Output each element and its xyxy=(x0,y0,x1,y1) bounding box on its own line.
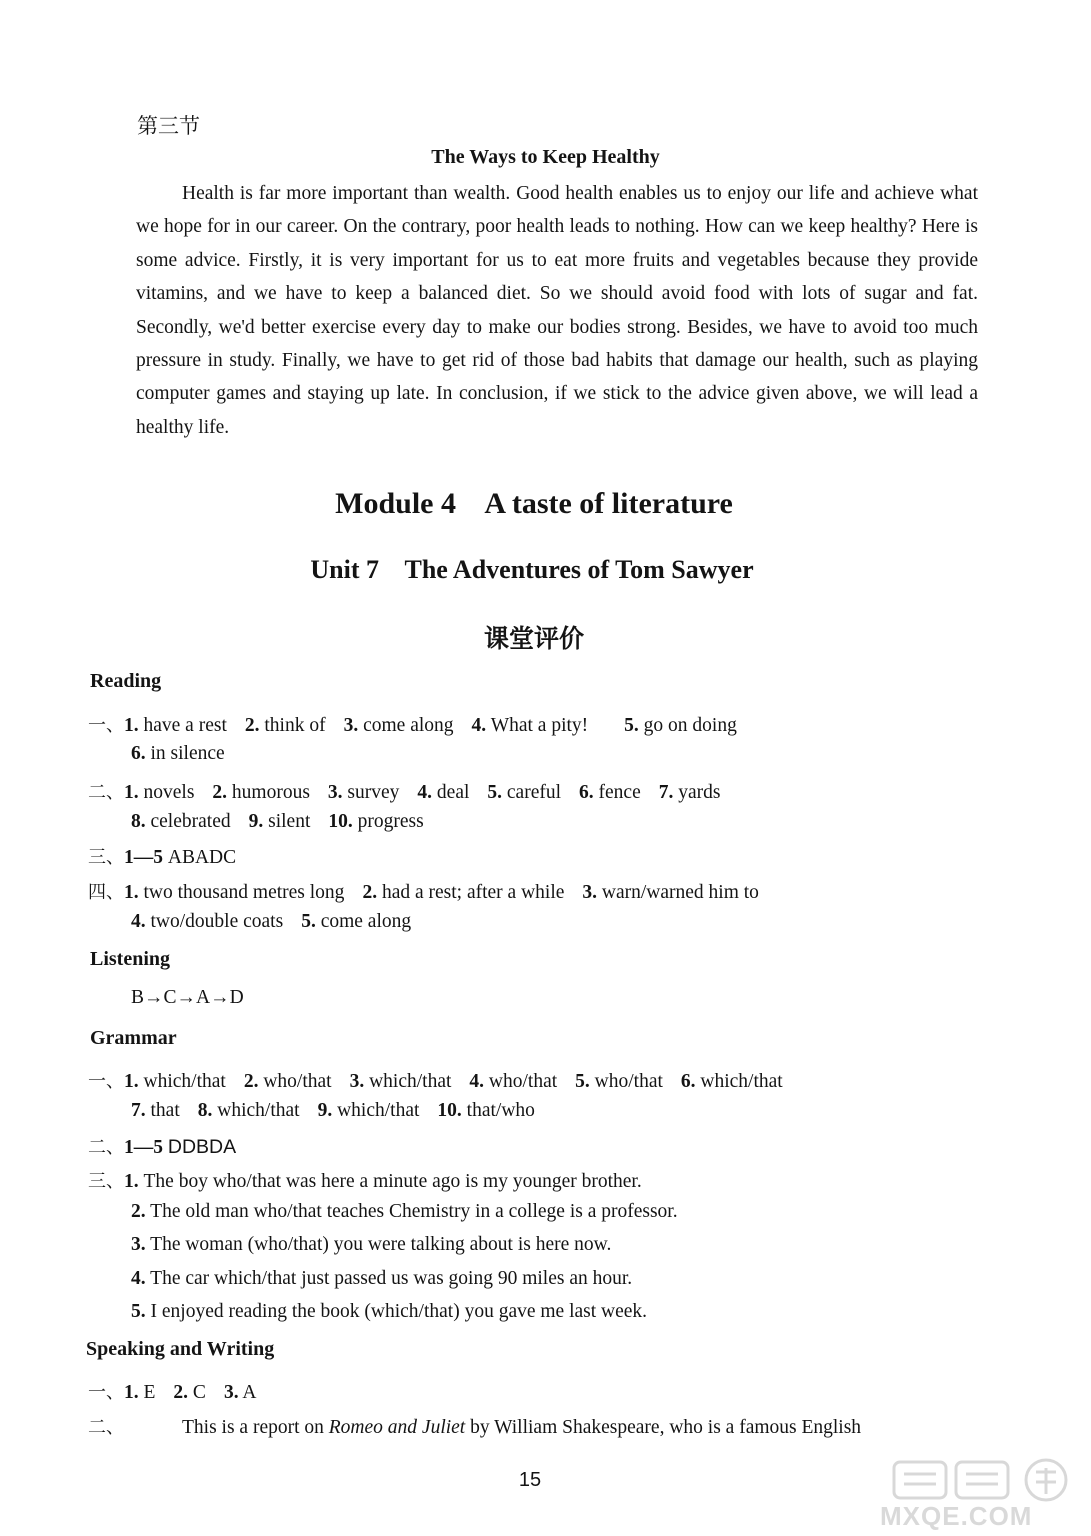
book-title: Romeo and Juliet xyxy=(328,1417,466,1438)
question-mark: 三、 xyxy=(88,1171,124,1192)
listening-answer: B→C→A→D xyxy=(131,987,244,1008)
reading-q4-line2: 4. two/double coats 5. come along xyxy=(131,911,412,932)
question-mark: 四、 xyxy=(88,882,124,903)
watermark-text: MXQE.COM xyxy=(880,1501,1033,1531)
grammar-q3-line1: 三、1. The boy who/that was here a minute ago is my younger brother. xyxy=(88,1171,642,1192)
reading-q2-line1: 二、1. novels 2. humorous 3. survey 4. deal 5. careful 6. fence 7. yards xyxy=(88,782,721,803)
question-mark: 二、 xyxy=(88,1417,124,1438)
grammar-q1-line2: 7. that 8. which/that 9. which/that 10. that/who xyxy=(131,1100,535,1121)
page-number: 15 xyxy=(518,1469,542,1491)
essay-title: The Ways to Keep Healthy xyxy=(431,146,660,168)
reading-q2-line2: 8. celebrated 9. silent 10. progress xyxy=(131,811,424,832)
unit-title: Unit 7 The Adventures of Tom Sawyer xyxy=(310,555,754,584)
reading-q1-line1: 一、1. have a rest 2. think of 3. come along 4. What a pity! 5. go on doing xyxy=(88,715,737,736)
watermark xyxy=(880,1456,1080,1534)
grammar-q3-line2: 2. The old man who/that teaches Chemistry in a college is a professor. xyxy=(131,1201,678,1222)
listening-heading: Listening xyxy=(90,948,171,970)
grammar-q3-line4: 4. The car which/that just passed us was going 90 miles an hour. xyxy=(131,1268,633,1289)
module-title: Module 4 A taste of literature xyxy=(335,487,733,520)
grammar-q3-line5: 5. I enjoyed reading the book (which/that) you gave me last week. xyxy=(131,1301,648,1322)
watermark-logo-icon xyxy=(890,1456,1080,1502)
cn-section-title: 课堂评价 xyxy=(483,624,584,653)
speaking-q1: 一、1. E 2. C 3. A xyxy=(88,1382,257,1403)
essay-body: Health is far more important than wealth. Good health enables us to enjoy our life and achieve what we hope for in our career. On the contrary, poor health leads to nothing. How can we keep healthy? Here is some advice. Firstly, it is very important for us to eat more fruits and vegetables because they provide vitamins, and we have to keep a balanced diet. So we should avoid food with lots of sugar and fat. Secondly, we'd better exercise every day to make our bodies strong. Besides, we have to avoid too much pressure in study. Finally, we have to get rid of those bad habits that damage our health, such as playing computer games and staying up late. In conclusion, if we stick to the advice given above, we will lead a healthy life. xyxy=(136,183,978,438)
question-mark: 一、 xyxy=(88,1382,124,1403)
grammar-heading: Grammar xyxy=(90,1027,177,1049)
question-mark: 一、 xyxy=(88,715,124,736)
speaking-heading: Speaking and Writing xyxy=(86,1338,275,1360)
question-mark: 一、 xyxy=(88,1071,124,1092)
section-label: 第三节 xyxy=(137,114,200,138)
question-mark: 二、 xyxy=(88,1137,124,1158)
reading-heading: Reading xyxy=(90,670,162,692)
grammar-q1-line1: 一、1. which/that 2. who/that 3. which/that 4. who/that 5. who/that 6. which/that xyxy=(88,1071,783,1092)
question-mark: 三、 xyxy=(88,847,124,868)
grammar-q3-line3: 3. The woman (who/that) you were talking about is here now. xyxy=(131,1234,612,1255)
reading-q3: 三、1—5 ABADC xyxy=(88,847,237,868)
reading-q4-line1: 四、1. two thousand metres long 2. had a rest; after a while 3. warn/warned him to xyxy=(88,882,759,903)
grammar-q2: 二、1—5 DDBDA xyxy=(88,1136,237,1158)
reading-q1-line2: 6. in silence xyxy=(131,743,225,764)
question-mark: 二、 xyxy=(88,782,124,803)
speaking-q2: 二、 This is a report on Romeo and Juliet by William Shakespeare, who is a famous English xyxy=(88,1417,862,1438)
